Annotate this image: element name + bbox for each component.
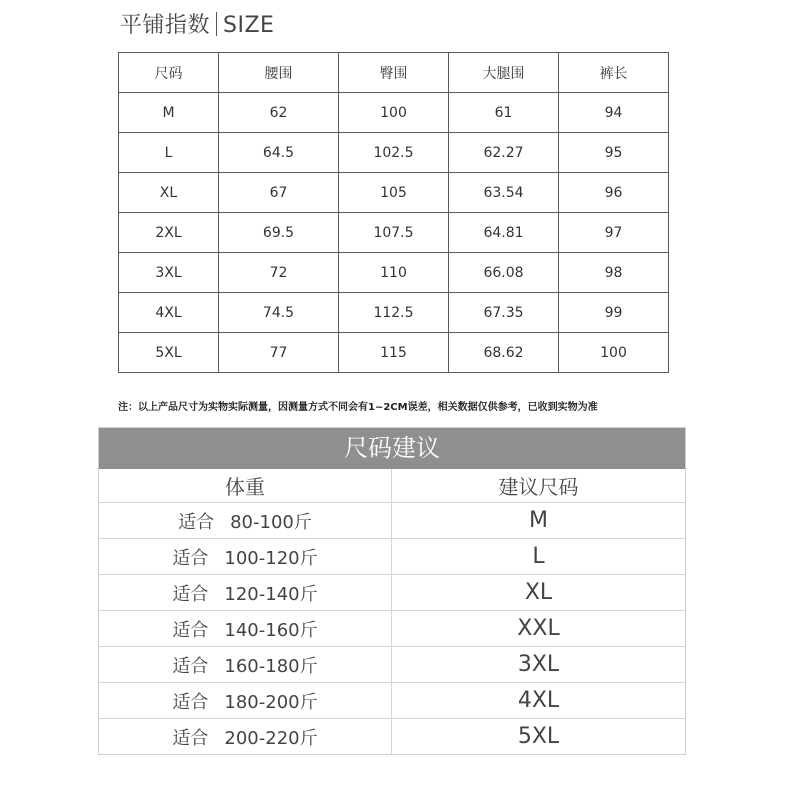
recommended-size: XL <box>524 580 553 605</box>
cell-thigh: 68.62 <box>449 333 559 373</box>
cell-hip: 110 <box>339 253 449 293</box>
table-row <box>119 253 669 293</box>
header-weight: 体重 <box>99 469 392 502</box>
weight-range: 80-100斤 <box>230 511 312 533</box>
page-title <box>120 8 274 39</box>
weight-range: 160-180斤 <box>224 655 318 677</box>
recommended-size: XXL <box>517 616 560 641</box>
cell-thigh: 66.08 <box>449 253 559 293</box>
cell-hip: 115 <box>339 333 449 373</box>
header-cell-waist: 腰围 <box>219 53 339 93</box>
cell-hip: 112.5 <box>339 293 449 333</box>
fit-label: 适合 <box>172 727 209 749</box>
table-row <box>119 333 669 373</box>
cell-hip: 102.5 <box>339 133 449 173</box>
cell-hip: 100 <box>339 93 449 133</box>
fit-label: 适合 <box>172 619 209 641</box>
weight-range: 180-200斤 <box>224 691 318 713</box>
recommended-size: M <box>529 508 548 533</box>
weight-cell <box>99 683 392 718</box>
measurement-note: 注：以上产品尺寸为实物实际测量，因测量方式不同会有1~2CM误差，相关数据仅供参考，已收到实物为准 <box>118 402 598 413</box>
table-row <box>119 133 669 173</box>
cell-waist: 74.5 <box>219 293 339 333</box>
cell-waist: 72 <box>219 253 339 293</box>
table-row <box>119 213 669 253</box>
recommendation-row <box>99 574 685 610</box>
cell-waist: 69.5 <box>219 213 339 253</box>
fit-label: 适合 <box>178 511 215 533</box>
cell-length: 97 <box>559 213 669 253</box>
weight-range: 120-140斤 <box>224 583 318 605</box>
title-main: 平铺指数 <box>120 13 211 38</box>
recommendation-row <box>99 646 685 682</box>
recommendation-row <box>99 538 685 574</box>
recommended-size: 5XL <box>517 724 560 749</box>
weight-cell <box>99 719 392 754</box>
fit-label: 适合 <box>172 691 209 713</box>
cell-waist: 77 <box>219 333 339 373</box>
cell-length: 94 <box>559 93 669 133</box>
cell-waist: 64.5 <box>219 133 339 173</box>
recommended-size: 3XL <box>517 652 560 677</box>
size-table-header <box>119 53 669 93</box>
cell-length: 100 <box>559 333 669 373</box>
recommendation-header <box>99 469 685 502</box>
cell-size: 5XL <box>119 333 219 373</box>
fit-label: 适合 <box>172 655 209 677</box>
cell-thigh: 64.81 <box>449 213 559 253</box>
table-row <box>119 173 669 213</box>
header-cell-hip: 臀围 <box>339 53 449 93</box>
recommendation-row <box>99 682 685 718</box>
cell-size: XL <box>119 173 219 213</box>
weight-cell <box>99 611 392 646</box>
cell-thigh: 67.35 <box>449 293 559 333</box>
recommendation-row <box>99 610 685 646</box>
cell-size: 4XL <box>119 293 219 333</box>
cell-thigh: 63.54 <box>449 173 559 213</box>
recommendation-title: 尺码建议 <box>99 428 685 469</box>
table-row <box>119 93 669 133</box>
cell-thigh: 61 <box>449 93 559 133</box>
cell-length: 96 <box>559 173 669 213</box>
header-recommended-size: 建议尺码 <box>498 475 579 499</box>
weight-cell <box>99 539 392 574</box>
size-recommendation-table <box>98 427 686 755</box>
weight-range: 140-160斤 <box>224 619 318 641</box>
cell-waist: 67 <box>219 173 339 213</box>
weight-cell <box>99 575 392 610</box>
size-table <box>118 52 669 373</box>
cell-waist: 62 <box>219 93 339 133</box>
cell-length: 95 <box>559 133 669 173</box>
header-cell-thigh: 大腿围 <box>449 53 559 93</box>
header-cell-size: 尺码 <box>119 53 219 93</box>
title-divider <box>216 12 217 36</box>
cell-size: L <box>119 133 219 173</box>
cell-length: 98 <box>559 253 669 293</box>
weight-range: 100-120斤 <box>224 547 318 569</box>
cell-size: 3XL <box>119 253 219 293</box>
recommendation-row <box>99 502 685 538</box>
cell-hip: 105 <box>339 173 449 213</box>
title-sub: SIZE <box>223 13 275 38</box>
fit-label: 适合 <box>172 547 209 569</box>
cell-size: M <box>119 93 219 133</box>
cell-thigh: 62.27 <box>449 133 559 173</box>
cell-hip: 107.5 <box>339 213 449 253</box>
fit-label: 适合 <box>172 583 209 605</box>
header-cell-length: 裤长 <box>559 53 669 93</box>
cell-length: 99 <box>559 293 669 333</box>
table-row <box>119 293 669 333</box>
weight-cell <box>99 503 392 538</box>
weight-cell <box>99 647 392 682</box>
recommendation-row <box>99 718 685 754</box>
recommended-size: 4XL <box>517 688 560 713</box>
weight-range: 200-220斤 <box>224 727 318 749</box>
recommended-size: L <box>532 544 545 569</box>
cell-size: 2XL <box>119 213 219 253</box>
